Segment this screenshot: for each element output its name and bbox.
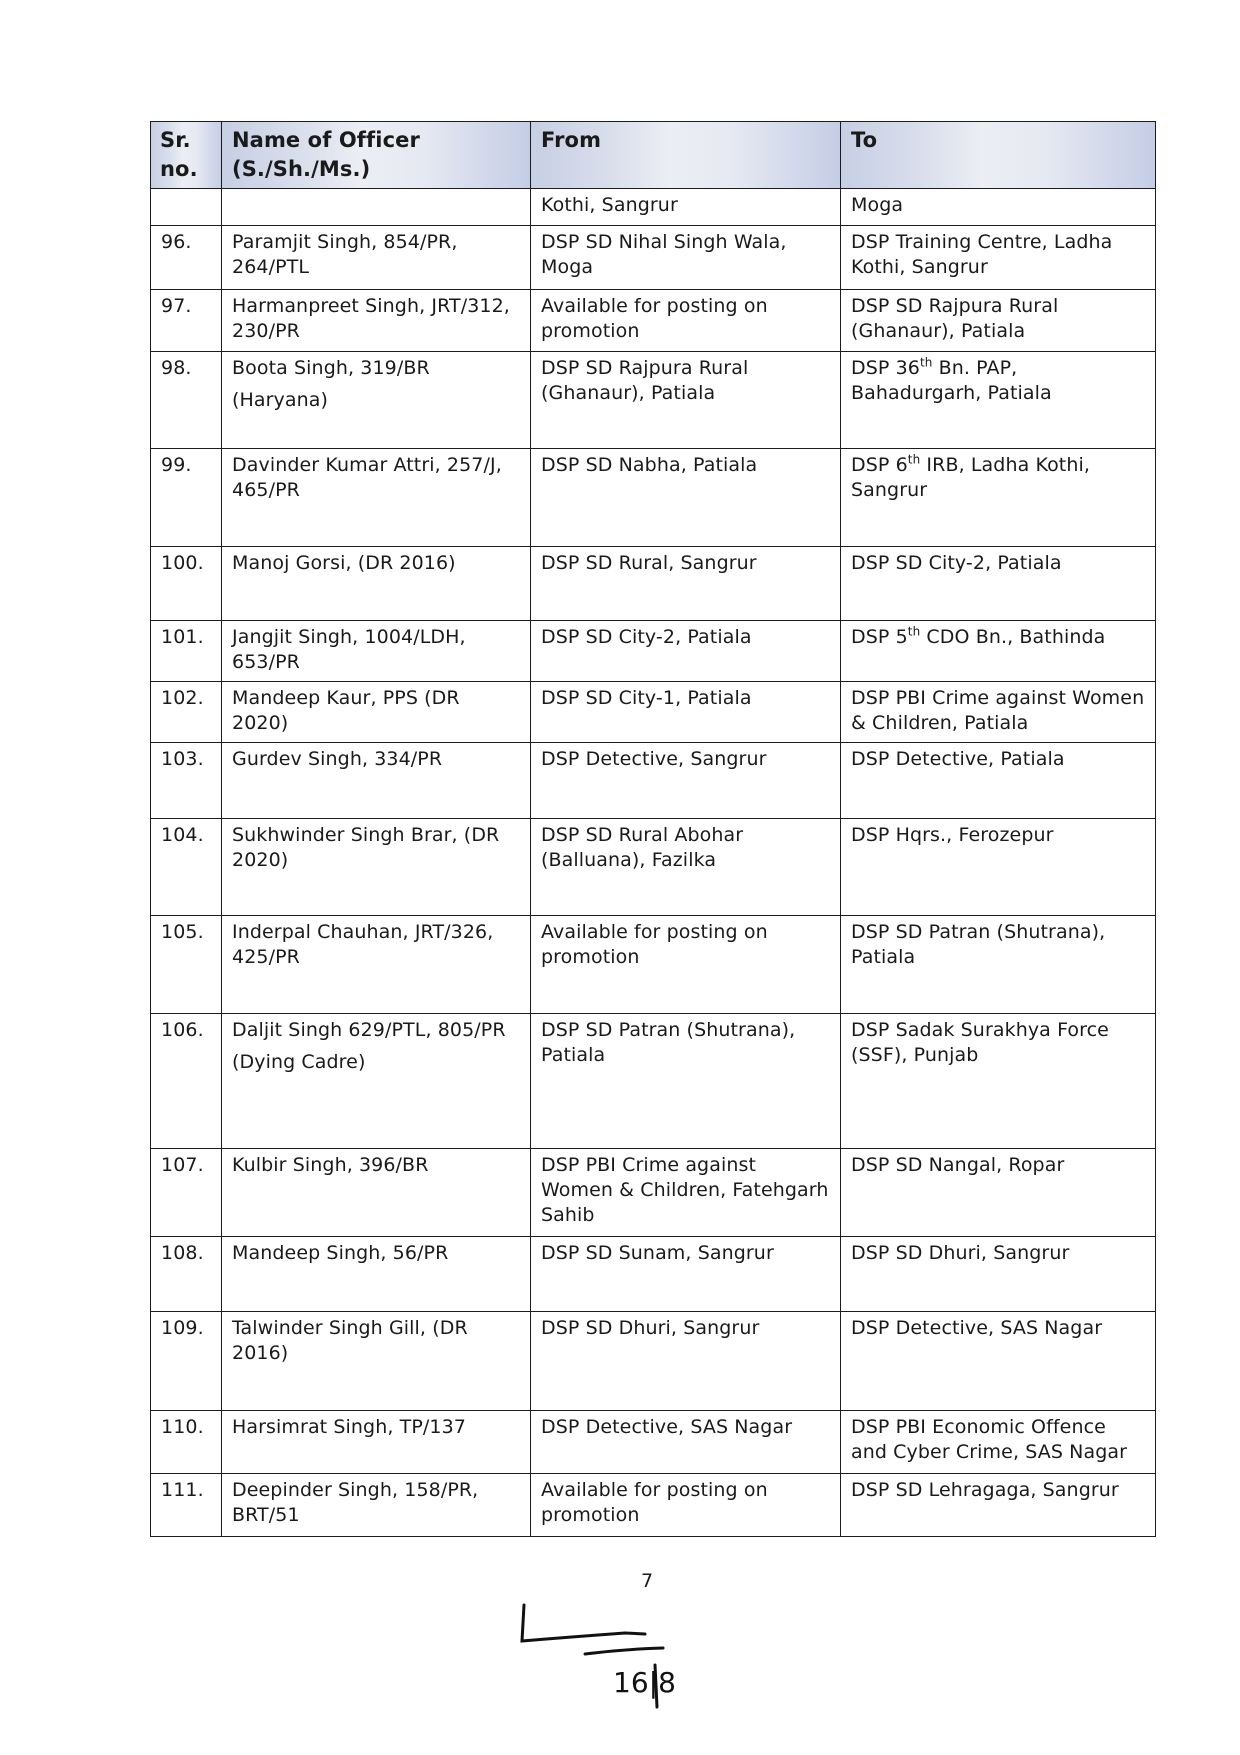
officer-name: Inderpal Chauhan, JRT/326, 425/PR: [232, 921, 494, 968]
cell-name: [222, 621, 531, 682]
cell-sr: 101.: [151, 621, 222, 682]
cell-to: [841, 1014, 1156, 1149]
cell-to: [841, 1411, 1156, 1474]
officer-name: Davinder Kumar Attri, 257/J, 465/PR: [232, 454, 502, 501]
header-from: From: [531, 122, 841, 189]
cell-to: [841, 352, 1156, 449]
officer-name: Jangjit Singh, 1004/LDH, 653/PR: [232, 626, 466, 673]
destination-text: DSP SD Nangal, Ropar: [851, 1154, 1065, 1176]
cell-to: [841, 743, 1156, 819]
destination-text: CDO Bn., Bathinda: [920, 626, 1106, 648]
table-row: [151, 226, 1156, 290]
cell-sr: [151, 189, 222, 226]
officer-name: Daljit Singh 629/PTL, 805/PR: [232, 1019, 506, 1041]
cell-to: [841, 226, 1156, 290]
cell-to: [841, 1312, 1156, 1411]
cell-to: [841, 621, 1156, 682]
officer-name: Deepinder Singh, 158/PR, BRT/51: [232, 1479, 479, 1526]
table-header: [151, 122, 1156, 189]
officer-name: Sukhwinder Singh Brar, (DR 2020): [232, 824, 500, 871]
cell-sr: 108.: [151, 1237, 222, 1312]
ordinal-suffix: th: [907, 624, 921, 639]
cell-from: DSP PBI Crime against Women & Children, Fatehgarh Sahib: [531, 1149, 841, 1237]
destination-text: DSP Hqrs., Ferozepur: [851, 824, 1054, 846]
destination-text: DSP SD Patran (Shutrana), Patiala: [851, 921, 1106, 968]
header-name-line1: Name of Officer: [232, 128, 420, 152]
destination-text: DSP Detective, SAS Nagar: [851, 1317, 1103, 1339]
cell-to: [841, 916, 1156, 1014]
cell-from: DSP SD City-2, Patiala: [531, 621, 841, 682]
cell-sr: 99.: [151, 449, 222, 547]
handwritten-note: 16|8: [613, 1666, 676, 1699]
officer-name: Gurdev Singh, 334/PR: [232, 748, 443, 770]
cell-name: [222, 189, 531, 226]
cell-name: [222, 916, 531, 1014]
cell-name: [222, 1149, 531, 1237]
cell-to: [841, 1237, 1156, 1312]
cell-from: Available for posting on promotion: [531, 290, 841, 352]
destination-text: DSP 5: [851, 626, 908, 648]
cell-sr: 100.: [151, 547, 222, 621]
table-row: [151, 682, 1156, 743]
table-row: [151, 621, 1156, 682]
cell-name: [222, 290, 531, 352]
cell-from: DSP SD Rural, Sangrur: [531, 547, 841, 621]
officer-name: Manoj Gorsi, (DR 2016): [232, 552, 456, 574]
cell-name: [222, 352, 531, 449]
cell-name: [222, 547, 531, 621]
table-row: [151, 1014, 1156, 1149]
cell-sr: 107.: [151, 1149, 222, 1237]
header-sr-line1: Sr.: [160, 128, 191, 152]
cell-sr: 106.: [151, 1014, 222, 1149]
cell-sr: 111.: [151, 1474, 222, 1537]
cell-sr: 103.: [151, 743, 222, 819]
destination-text: DSP Training Centre, Ladha Kothi, Sangrur: [851, 231, 1113, 278]
table-row: [151, 547, 1156, 621]
destination-text: DSP SD Rajpura Rural (Ghanaur), Patiala: [851, 295, 1059, 342]
cell-sr: 102.: [151, 682, 222, 743]
table-row: [151, 743, 1156, 819]
cell-name: [222, 819, 531, 916]
officer-name: Talwinder Singh Gill, (DR 2016): [232, 1317, 468, 1364]
table-row: [151, 1411, 1156, 1474]
cell-to: [841, 682, 1156, 743]
header-name-line2: (S./Sh./Ms.): [232, 157, 371, 181]
table-row: [151, 1149, 1156, 1237]
cell-from: DSP SD Rural Abohar (Balluana), Fazilka: [531, 819, 841, 916]
cell-name: [222, 449, 531, 547]
cell-name: [222, 226, 531, 290]
cell-name: [222, 1237, 531, 1312]
cell-from: Available for posting on promotion: [531, 916, 841, 1014]
cell-to: [841, 819, 1156, 916]
cell-from: DSP SD Dhuri, Sangrur: [531, 1312, 841, 1411]
table-row: [151, 916, 1156, 1014]
table-row: [151, 1237, 1156, 1312]
destination-text: DSP SD City-2, Patiala: [851, 552, 1062, 574]
cell-from: DSP Detective, Sangrur: [531, 743, 841, 819]
cell-sr: 105.: [151, 916, 222, 1014]
cell-from: DSP Detective, SAS Nagar: [531, 1411, 841, 1474]
cell-name: [222, 1312, 531, 1411]
cell-to: [841, 547, 1156, 621]
header-sr-line2: no.: [160, 157, 198, 181]
destination-text: DSP SD Lehragaga, Sangrur: [851, 1479, 1119, 1501]
cell-name: [222, 1014, 531, 1149]
header-row: [151, 122, 1156, 189]
table-row: [151, 1312, 1156, 1411]
officer-name: Harsimrat Singh, TP/137: [232, 1416, 466, 1438]
table-body: [151, 189, 1156, 1537]
officer-name: Kulbir Singh, 396/BR: [232, 1154, 429, 1176]
cell-sr: 110.: [151, 1411, 222, 1474]
cell-name: [222, 743, 531, 819]
signature-stroke: [522, 1605, 645, 1641]
cell-from: DSP SD Rajpura Rural (Ghanaur), Patiala: [531, 352, 841, 449]
cell-name: [222, 1474, 531, 1537]
ordinal-suffix: th: [919, 355, 933, 370]
officer-note: (Dying Cadre): [232, 1051, 366, 1073]
cell-from: DSP SD Nihal Singh Wala, Moga: [531, 226, 841, 290]
cell-to: [841, 449, 1156, 547]
table-row: [151, 290, 1156, 352]
header-to: To: [841, 122, 1156, 189]
header-officer-name: [222, 122, 531, 189]
destination-text: DSP 6: [851, 454, 908, 476]
cell-sr: 104.: [151, 819, 222, 916]
officer-transfer-table: [150, 121, 1156, 1537]
destination-text: DSP PBI Crime against Women & Children, Patiala: [851, 687, 1145, 734]
destination-text: DSP Detective, Patiala: [851, 748, 1065, 770]
cell-from: Kothi, Sangrur: [531, 189, 841, 226]
cell-sr: 96.: [151, 226, 222, 290]
page-number: 7: [641, 1570, 654, 1592]
destination-text: Bn. PAP, Bahadurgarh, Patiala: [851, 357, 1052, 404]
cell-to: Moga: [841, 189, 1156, 226]
destination-text: IRB, Ladha Kothi, Sangrur: [851, 454, 1091, 501]
destination-text: DSP 36: [851, 357, 920, 379]
ordinal-suffix: th: [907, 452, 921, 467]
cell-to: [841, 1474, 1156, 1537]
cell-from: DSP SD City-1, Patiala: [531, 682, 841, 743]
destination-text: DSP SD Dhuri, Sangrur: [851, 1242, 1070, 1264]
officer-name: Paramjit Singh, 854/PR, 264/PTL: [232, 231, 458, 278]
cell-to: [841, 1149, 1156, 1237]
cell-sr: 97.: [151, 290, 222, 352]
table-row: [151, 1474, 1156, 1537]
signature-underline: [585, 1648, 663, 1654]
continuation-row: [151, 189, 1156, 226]
officer-note: (Haryana): [232, 389, 329, 411]
cell-sr: 109.: [151, 1312, 222, 1411]
destination-text: DSP Sadak Surakhya Force (SSF), Punjab: [851, 1019, 1109, 1066]
cell-from: DSP SD Patran (Shutrana), Patiala: [531, 1014, 841, 1149]
cell-to: [841, 290, 1156, 352]
table-row: [151, 819, 1156, 916]
header-sr-no: [151, 122, 222, 189]
cell-sr: 98.: [151, 352, 222, 449]
cell-from: DSP SD Sunam, Sangrur: [531, 1237, 841, 1312]
cell-name: [222, 682, 531, 743]
officer-name: Mandeep Kaur, PPS (DR 2020): [232, 687, 460, 734]
table-row: [151, 449, 1156, 547]
officer-name: Harmanpreet Singh, JRT/312, 230/PR: [232, 295, 510, 342]
cell-from: Available for posting on promotion: [531, 1474, 841, 1537]
cell-name: [222, 1411, 531, 1474]
handwritten-initials-signature: [500, 1595, 700, 1725]
destination-text: DSP PBI Economic Offence and Cyber Crime, SAS Nagar: [851, 1416, 1128, 1463]
table-row: [151, 352, 1156, 449]
officer-name: Boota Singh, 319/BR: [232, 357, 430, 379]
cell-from: DSP SD Nabha, Patiala: [531, 449, 841, 547]
officer-name: Mandeep Singh, 56/PR: [232, 1242, 449, 1264]
